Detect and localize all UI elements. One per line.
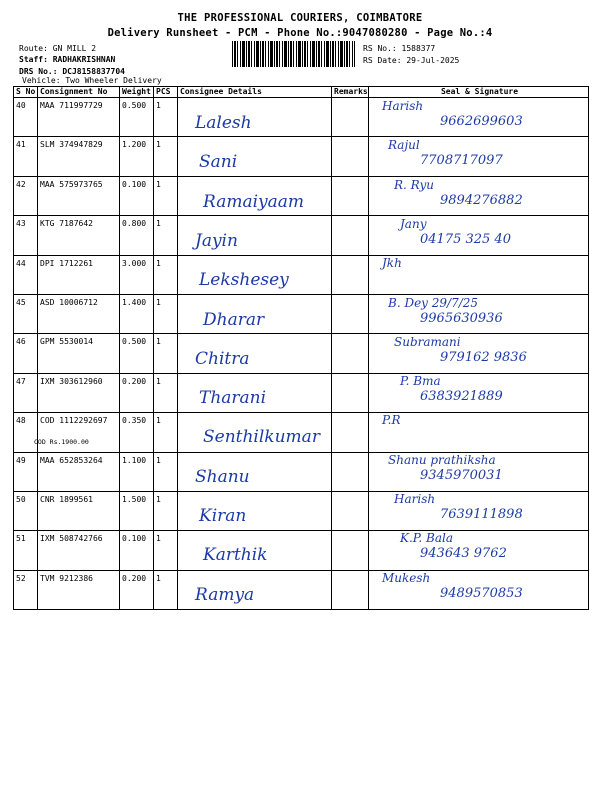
recipient-signature: P. Bma bbox=[400, 374, 441, 389]
row-consignment bbox=[38, 294, 120, 333]
row-pcs bbox=[154, 98, 178, 137]
recipient-phone: 9662699603 bbox=[440, 114, 523, 129]
row-weight bbox=[120, 216, 154, 255]
row-sno-text: 46 bbox=[16, 337, 26, 347]
row-weight bbox=[120, 570, 154, 609]
row-weight-text: 1.400 bbox=[122, 297, 147, 307]
row-weight bbox=[120, 98, 154, 137]
row-sno bbox=[14, 294, 38, 333]
row-sno-text: 48 bbox=[16, 416, 26, 426]
row-weight-text: 1.100 bbox=[122, 455, 147, 465]
row-sno-text: 50 bbox=[16, 494, 26, 504]
row-weight bbox=[120, 452, 154, 491]
row-weight bbox=[120, 334, 154, 373]
row-sno bbox=[14, 570, 38, 609]
row-weight-text: 0.800 bbox=[122, 219, 147, 229]
consignee-name-handwritten: Sani bbox=[199, 152, 238, 173]
row-sno-text: 44 bbox=[16, 258, 26, 268]
barcode bbox=[232, 41, 355, 67]
row-weight-text: 0.500 bbox=[122, 101, 147, 110]
recipient-signature: Harish bbox=[394, 492, 436, 506]
row-pcs bbox=[154, 216, 178, 255]
col-signature: Seal & Signature bbox=[369, 87, 589, 98]
row-pcs-text: 1 bbox=[156, 455, 161, 465]
row-sno bbox=[14, 452, 38, 491]
row-consignment-text: DPI 1712261 bbox=[40, 258, 93, 268]
recipient-phone: 9894276882 bbox=[440, 192, 523, 208]
row-pcs bbox=[154, 413, 178, 452]
row-remarks bbox=[332, 452, 369, 491]
col-remarks: Remarks bbox=[332, 87, 369, 98]
row-weight-text: 3.000 bbox=[122, 258, 147, 268]
row-pcs-text: 1 bbox=[156, 297, 161, 307]
row-remarks bbox=[332, 255, 369, 294]
row-sno bbox=[14, 373, 38, 412]
row-pcs bbox=[154, 294, 178, 333]
route-label: Route: GN MILL 2 bbox=[19, 44, 97, 53]
staff-label: Staff: RADHAKRISHNAN bbox=[19, 55, 116, 64]
row-remarks bbox=[332, 334, 369, 373]
row-consignment bbox=[38, 255, 120, 294]
consignee-name-handwritten: Lekshesey bbox=[199, 270, 289, 291]
row-pcs-text: 1 bbox=[156, 179, 161, 189]
row-consignment-text: MAA 711997729 bbox=[40, 101, 103, 110]
row-consignment bbox=[38, 570, 120, 609]
row-sno bbox=[14, 255, 38, 294]
table-row bbox=[14, 255, 589, 294]
row-sno-text: 43 bbox=[16, 219, 26, 229]
row-consignment-text: MAA 652853264 bbox=[40, 455, 103, 465]
row-remarks bbox=[332, 413, 369, 452]
recipient-phone: 943643 9762 bbox=[420, 546, 507, 562]
row-weight-text: 0.200 bbox=[122, 573, 147, 583]
row-weight bbox=[120, 531, 154, 570]
row-pcs bbox=[154, 137, 178, 176]
row-pcs-text: 1 bbox=[156, 376, 161, 386]
row-consignment bbox=[38, 334, 120, 373]
row-sno bbox=[14, 98, 38, 137]
recipient-phone: 9965630936 bbox=[420, 310, 503, 326]
recipient-signature: P.R bbox=[382, 413, 401, 428]
row-pcs-text: 1 bbox=[156, 258, 161, 268]
consignee-name-handwritten: Shanu bbox=[195, 466, 250, 487]
row-consignment-text: MAA 575973765 bbox=[40, 179, 103, 189]
row-pcs bbox=[154, 491, 178, 530]
row-consignment bbox=[38, 491, 120, 530]
row-consignment-text: ASD 10006712 bbox=[40, 297, 98, 307]
consignee-name-handwritten: Lalesh bbox=[195, 113, 252, 133]
drs-label: DRS No.: DCJ8158837704 bbox=[19, 67, 125, 76]
row-consignment-text: IXM 303612960 bbox=[40, 376, 103, 386]
row-consignment bbox=[34, 413, 120, 452]
consignee-name-handwritten: Ramaiyaam bbox=[203, 191, 305, 212]
row-sno bbox=[14, 176, 38, 215]
row-weight-text: 0.100 bbox=[122, 179, 147, 189]
col-sno: S No bbox=[14, 87, 38, 98]
row-sno bbox=[14, 334, 38, 373]
row-remarks bbox=[332, 98, 369, 137]
consignee-name-handwritten: Kiran bbox=[199, 506, 247, 526]
recipient-signature: R. Ryu bbox=[394, 177, 434, 192]
recipient-phone: 6383921889 bbox=[420, 389, 503, 405]
rs-number: RS No.: 1588377 bbox=[363, 44, 436, 53]
row-sno bbox=[14, 491, 38, 530]
row-remarks bbox=[332, 294, 369, 333]
row-remarks bbox=[332, 137, 369, 176]
row-pcs bbox=[154, 373, 178, 412]
row-sno-text: 45 bbox=[16, 297, 26, 307]
recipient-signature: Harish bbox=[382, 99, 424, 113]
row-remarks bbox=[332, 176, 369, 215]
row-weight-text: 0.200 bbox=[122, 376, 147, 386]
row-consignment bbox=[38, 98, 120, 137]
row-remarks bbox=[332, 570, 369, 609]
row-weight-text: 1.500 bbox=[122, 494, 147, 504]
row-pcs-text: 1 bbox=[156, 219, 161, 229]
row-weight bbox=[120, 491, 154, 530]
runsheet-subtitle: Delivery Runsheet - PCM - Phone No.:9047080280 - Page No.:4 bbox=[107, 27, 493, 39]
row-consignment-text: COD 1112292697 bbox=[40, 416, 108, 426]
recipient-signature: Jkh bbox=[382, 256, 402, 271]
cod-amount: COD Rs.1900.00 bbox=[34, 438, 89, 447]
recipient-phone: 7708717097 bbox=[420, 153, 503, 169]
rs-date: RS Date: 29-Jul-2025 bbox=[363, 56, 460, 65]
consignee-name-handwritten: Senthilkumar bbox=[203, 427, 320, 448]
row-weight bbox=[120, 176, 154, 215]
row-pcs bbox=[154, 570, 178, 609]
row-pcs-text: 1 bbox=[156, 101, 161, 110]
row-consignment bbox=[38, 176, 120, 215]
row-signature bbox=[369, 413, 589, 452]
consignee-name-handwritten: Tharani bbox=[199, 388, 267, 409]
row-sno-text: 52 bbox=[16, 573, 26, 583]
row-pcs-text: 1 bbox=[156, 573, 161, 583]
company-title: THE PROFESSIONAL COURIERS, COIMBATORE bbox=[177, 12, 423, 24]
row-consignment bbox=[38, 137, 120, 176]
recipient-signature: Rajul bbox=[388, 138, 420, 153]
col-pcs: PCS bbox=[154, 87, 178, 98]
row-weight bbox=[120, 137, 154, 176]
table-header-row bbox=[14, 87, 589, 98]
consignee-name-handwritten: Ramya bbox=[195, 584, 255, 605]
row-pcs-text: 1 bbox=[156, 534, 161, 544]
consignee-name-handwritten: Karthik bbox=[203, 545, 268, 566]
col-consignee: Consignee Details bbox=[178, 87, 332, 98]
row-consignment-text: KTG 7187642 bbox=[40, 219, 93, 229]
recipient-phone: 9345970031 bbox=[420, 467, 503, 483]
row-remarks bbox=[332, 531, 369, 570]
row-pcs bbox=[154, 176, 178, 215]
row-remarks bbox=[332, 373, 369, 412]
row-pcs-text: 1 bbox=[156, 140, 161, 150]
row-sno-text: 42 bbox=[16, 179, 26, 189]
row-consignment bbox=[38, 452, 120, 491]
row-sno bbox=[14, 216, 38, 255]
row-pcs bbox=[154, 255, 178, 294]
row-consignment-text: GPM 5530014 bbox=[40, 337, 93, 347]
recipient-signature: Mukesh bbox=[382, 570, 431, 585]
row-weight-text: 1.200 bbox=[122, 140, 147, 150]
row-sno bbox=[14, 531, 38, 570]
row-weight bbox=[120, 294, 154, 333]
vehicle-label: Vehicle: Two Wheeler Delivery bbox=[22, 76, 162, 85]
row-pcs bbox=[154, 334, 178, 373]
row-consignment bbox=[38, 216, 120, 255]
row-pcs-text: 1 bbox=[156, 494, 161, 504]
row-weight-text: 0.500 bbox=[122, 337, 147, 347]
row-sno-text: 41 bbox=[16, 140, 26, 150]
row-weight bbox=[120, 255, 154, 294]
row-consignment-text: SLM 374947829 bbox=[40, 140, 103, 150]
row-consignment-text: CNR 1899561 bbox=[40, 494, 93, 504]
row-consignment-text: TVM 9212386 bbox=[40, 573, 93, 583]
recipient-signature: B. Dey 29/7/25 bbox=[388, 295, 479, 310]
row-sno-text: 47 bbox=[16, 376, 26, 386]
row-pcs-text: 1 bbox=[156, 337, 161, 347]
col-weight: Weight bbox=[120, 87, 154, 98]
recipient-phone: 9489570853 bbox=[440, 585, 523, 601]
col-consignment: Consignment No bbox=[38, 87, 120, 98]
recipient-signature: K.P. Bala bbox=[400, 531, 454, 546]
consignee-name-handwritten: Dharar bbox=[203, 309, 265, 330]
recipient-phone: 7639111898 bbox=[440, 507, 523, 522]
row-sno-text: 40 bbox=[16, 101, 26, 110]
recipient-phone: 04175 325 40 bbox=[420, 231, 511, 247]
recipient-phone: 979162 9836 bbox=[440, 349, 527, 365]
recipient-signature: Subramani bbox=[394, 334, 461, 349]
row-weight-text: 0.100 bbox=[122, 534, 147, 544]
row-consignment bbox=[38, 373, 120, 412]
row-consignment bbox=[38, 531, 120, 570]
row-sno-text: 49 bbox=[16, 455, 26, 465]
row-weight-text: 0.350 bbox=[122, 416, 147, 426]
row-remarks bbox=[332, 216, 369, 255]
row-pcs bbox=[154, 531, 178, 570]
consignee-name-handwritten: Chitra bbox=[195, 348, 250, 369]
row-remarks bbox=[332, 491, 369, 530]
row-consignment-text: IXM 508742766 bbox=[40, 534, 103, 544]
row-weight bbox=[120, 413, 154, 452]
row-pcs-text: 1 bbox=[156, 416, 161, 426]
row-weight bbox=[120, 373, 154, 412]
consignee-name-handwritten: Jayin bbox=[195, 230, 238, 251]
row-sno bbox=[14, 137, 38, 176]
recipient-signature: Jany bbox=[400, 216, 427, 231]
row-sno-text: 51 bbox=[16, 534, 26, 544]
recipient-signature: Shanu prathiksha bbox=[388, 452, 496, 467]
row-pcs bbox=[154, 452, 178, 491]
